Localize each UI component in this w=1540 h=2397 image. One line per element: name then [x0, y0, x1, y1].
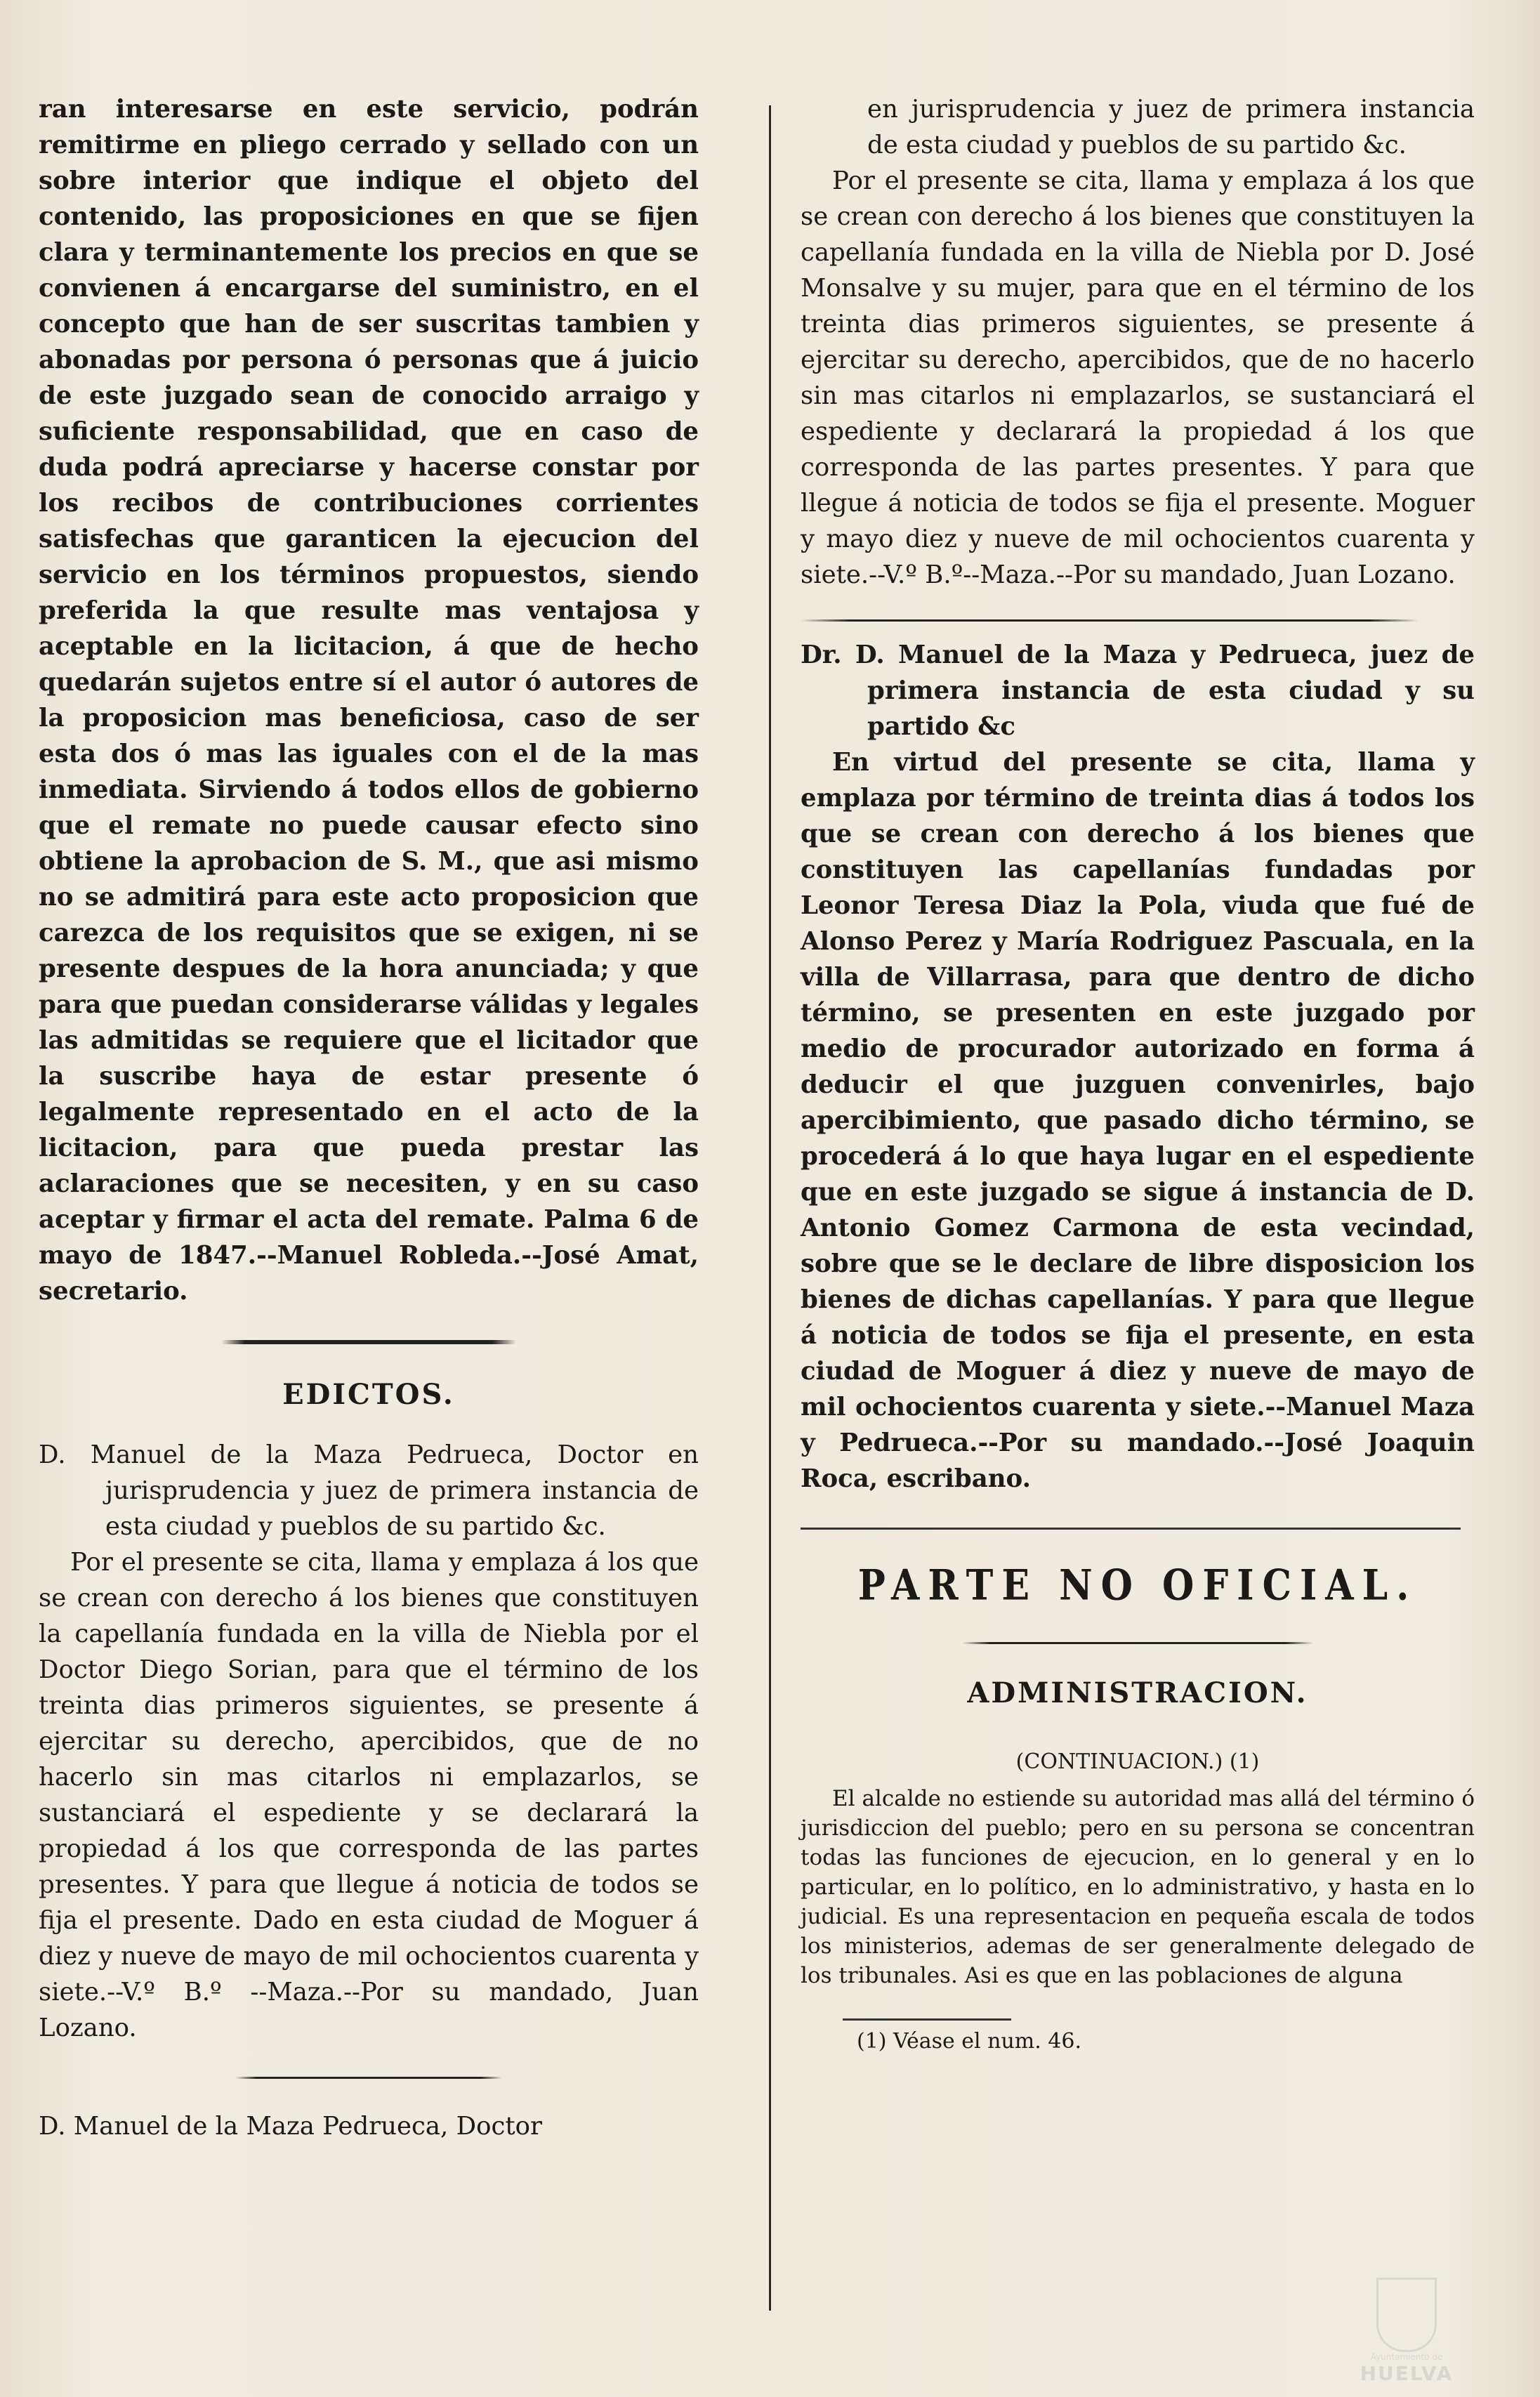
edict-2-heading-continued: en jurisprudencia y juez de primera instancia de esta ciudad y pueblos de su partido &c. [867, 95, 1475, 159]
section-rule [801, 1528, 1461, 1530]
edict-3-heading: Dr. D. Manuel de la Maza y Pedrueca, juez de primera instancia de esta ciudad y su partido &c [801, 641, 1475, 741]
footnote-rule [843, 2018, 1011, 2021]
auction-notice-paragraph: ran interesarse en este servicio, podrán remitirme en pliego cerrado y sellado con un sobre interior que indique el objeto del contenido, las proposiciones en que se fijen clara y terminantemente los precios en que se convienen á encargarse del suministro, en el concepto que han de ser suscritas tambien y abonadas por persona ó personas que á juicio de este juzgado sean de conocido arraigo y suficiente responsabilidad, que en caso de duda podrá apreciarse y hacerse constar por los recibos de contribuciones corrientes satisfechas que garanticen la ejecucion del servicio en los términos propuestos, siendo preferida la que resulte mas ventajosa y aceptable en la licitacion, á que de hecho quedarán sujetos entre sí el autor ó autores de la proposicion mas beneficiosa, caso de ser esta dos ó mas las iguales con el de la mas inmediata. Sirviendo á todos ellos de gobierno que el remate no puede causar efecto sino obtiene la aprobacion de S. M., que asi mismo no se admitirá para este acto proposicion que carezca de los requisitos que se exigen, ni se presente despues de la hora anunciada; y que para que puedan considerarse válidas y legales las admitidas se requiere que el licitador que la suscribe haya de estar presente ó legalmente representado en el acto de la licitacion, para que pueda prestar las aclaraciones que se necesiten, y en su caso aceptar y firmar el acta del remate. Palma 6 de mayo de 1847.--Manuel Robleda.--José Amat, secretario. [39, 95, 699, 1306]
administracion-heading: ADMINISTRACION. [967, 1676, 1308, 1709]
watermark-line1: Ayuntamiento de [1370, 2352, 1443, 2362]
edict-separator [801, 619, 1419, 622]
title-separator [962, 1642, 1313, 1644]
edict-2-heading-start: D. Manuel de la Maza Pedrueca, Doctor [39, 2112, 542, 2141]
column-divider [769, 105, 771, 2311]
edict-3-body: En virtud del presente se cita, llama y emplaza por término de treinta dias á todos los que se crean con derecho á los bienes que constituyen las capellanías fundadas por Leonor Teresa Diaz la Pola, viuda que fué de Alonso Perez y María Rodriguez Pascuala, en la villa de Villarrasa, para que dentro de dicho término, se presenten en este juzgado por medio de procurador autorizado en forma á deducir el que juzguen convenirles, bajo apercibimiento, que pasado dicho término, se procederá á lo que haya lugar en el espediente que en este juzgado se sigue á instancia de D. Antonio Gomez Carmona de esta vecindad, sobre que se le declare de libre disposicion los bienes de dichas capellanías. Y para que llegue á noticia de todos se fija el presente, en esta ciudad de Moguer á diez y nueve de mayo de mil ochocientos cuarenta y siete.--Manuel Maza y Pedrueca.--Por su mandado.--José Joaquin Roca, escribano. [801, 748, 1475, 1493]
left-column [39, 91, 699, 2144]
watermark-line2: HUELVA [1360, 2362, 1454, 2385]
footnote: (1) Véase el num. 46. [857, 2029, 1082, 2054]
edictos-heading: EDICTOS. [282, 1378, 455, 1411]
right-column [801, 91, 1475, 2054]
continuation-label: (CONTINUACION.) (1) [1015, 1749, 1260, 1774]
section-separator [221, 1340, 516, 1344]
administration-article [801, 1784, 1475, 1990]
edict-1-body: Por el presente se cita, llama y emplaza á los que se crean con derecho á los bienes que constituyen la capellanía fundada en la villa de Niebla por el Doctor Diego Sorian, para que el término de los treinta dias primeros siguientes, se presente á ejercitar su derecho, apercibidos, que de no hacerlo sin mas citarlos ni emplazarlos, se sustanciará el espediente y se declarará la propiedad á los que corresponda de las partes presentes. Y para que llegue á noticia de todos se fija el presente. Dado en esta ciudad de Moguer á diez y nueve de mayo de mil ochocientos cuarenta y siete.--V.º B.º --Maza.--Por su mandado, Juan Lozano. [39, 1548, 699, 2042]
archive-watermark [1315, 2278, 1498, 2385]
crest-icon [1376, 2278, 1437, 2352]
edict-separator [235, 2077, 502, 2079]
administration-body: El alcalde no estiende su autoridad mas allá del término ó jurisdiccion del pueblo; pero en su persona se concentran todas las funciones de ejecucion, en lo general y en lo particular, en lo político, en lo administrativo, y hasta en lo judicial. Es una representacion en pequeña escala de todos los ministerios, ademas de ser generalmente delegado de los tribunales. Asi es que en las poblaciones de alguna [801, 1786, 1475, 1988]
edict-2-body: Por el presente se cita, llama y emplaza á los que se crean con derecho á los bienes que constituyen la capellanía fundada en la villa de Niebla por D. José Monsalve y su mujer, para que en el término de los treinta dias primeros siguientes, se presente á ejercitar su derecho, apercibidos, que de no hacerlo sin mas citarlos ni emplazarlos, se sustanciará el espediente y declarará la propiedad á los que corresponda de las partes presentes. Y para que llegue á noticia de todos se fija el presente. Moguer y mayo diez y nueve de mil ochocientos cuarenta y siete.--V.º B.º--Maza.--Por su mandado, Juan Lozano. [801, 166, 1475, 589]
edict-1-heading: D. Manuel de la Maza Pedrueca, Doctor en jurisprudencia y juez de primera instancia de esta ciudad y pueblos de su partido &c. [39, 1440, 699, 1541]
section-title-parte-no-oficial: PARTE NO OFICIAL. [857, 1561, 1418, 1610]
